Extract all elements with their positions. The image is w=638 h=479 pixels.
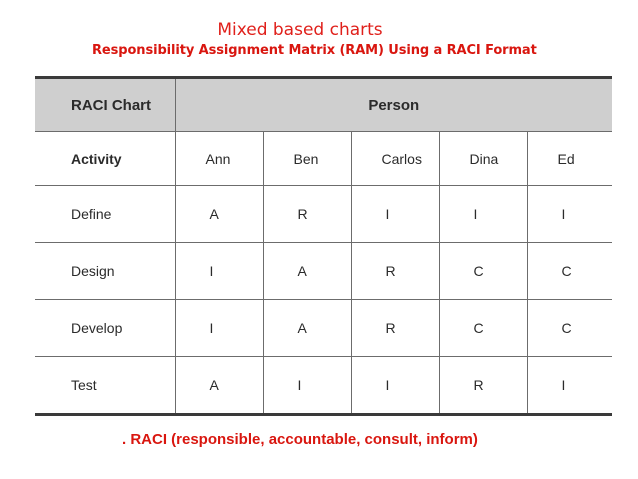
slide-subtitle: Responsibility Assignment Matrix (RAM) Using a RACI Format xyxy=(92,43,537,58)
slide-title: Mixed based charts xyxy=(217,20,383,40)
raci-cell: A xyxy=(263,300,351,357)
person-column-header: Ann xyxy=(175,132,263,186)
activity-column-header: Activity xyxy=(35,132,175,186)
activity-cell: Develop xyxy=(35,300,175,357)
person-column-header: Dina xyxy=(439,132,527,186)
raci-cell: I xyxy=(527,186,612,243)
person-column-header: Ben xyxy=(263,132,351,186)
raci-chart-header: RACI Chart xyxy=(35,78,175,132)
raci-cell: R xyxy=(439,357,527,415)
raci-matrix-table xyxy=(35,76,612,416)
raci-cell: I xyxy=(527,357,612,415)
column-header-row xyxy=(35,132,612,186)
raci-cell: A xyxy=(175,357,263,415)
table-header-row xyxy=(35,78,612,132)
raci-cell: C xyxy=(439,243,527,300)
raci-cell: R xyxy=(263,186,351,243)
person-group-header: Person xyxy=(175,78,612,132)
raci-legend: . RACI (responsible, accountable, consult, inform) xyxy=(122,431,478,448)
table-row xyxy=(35,300,612,357)
raci-cell: A xyxy=(175,186,263,243)
raci-cell: C xyxy=(439,300,527,357)
activity-cell: Design xyxy=(35,243,175,300)
table-row xyxy=(35,357,612,415)
table-row xyxy=(35,243,612,300)
raci-cell: I xyxy=(351,357,439,415)
raci-cell: R xyxy=(351,300,439,357)
raci-cell: I xyxy=(351,186,439,243)
person-column-header: Ed xyxy=(527,132,612,186)
table-row xyxy=(35,186,612,243)
raci-cell: C xyxy=(527,243,612,300)
activity-cell: Define xyxy=(35,186,175,243)
raci-cell: R xyxy=(351,243,439,300)
activity-cell: Test xyxy=(35,357,175,415)
person-column-header: Carlos xyxy=(351,132,439,186)
raci-cell: I xyxy=(175,300,263,357)
raci-cell: I xyxy=(175,243,263,300)
raci-cell: C xyxy=(527,300,612,357)
raci-cell: I xyxy=(263,357,351,415)
raci-cell: A xyxy=(263,243,351,300)
raci-cell: I xyxy=(439,186,527,243)
